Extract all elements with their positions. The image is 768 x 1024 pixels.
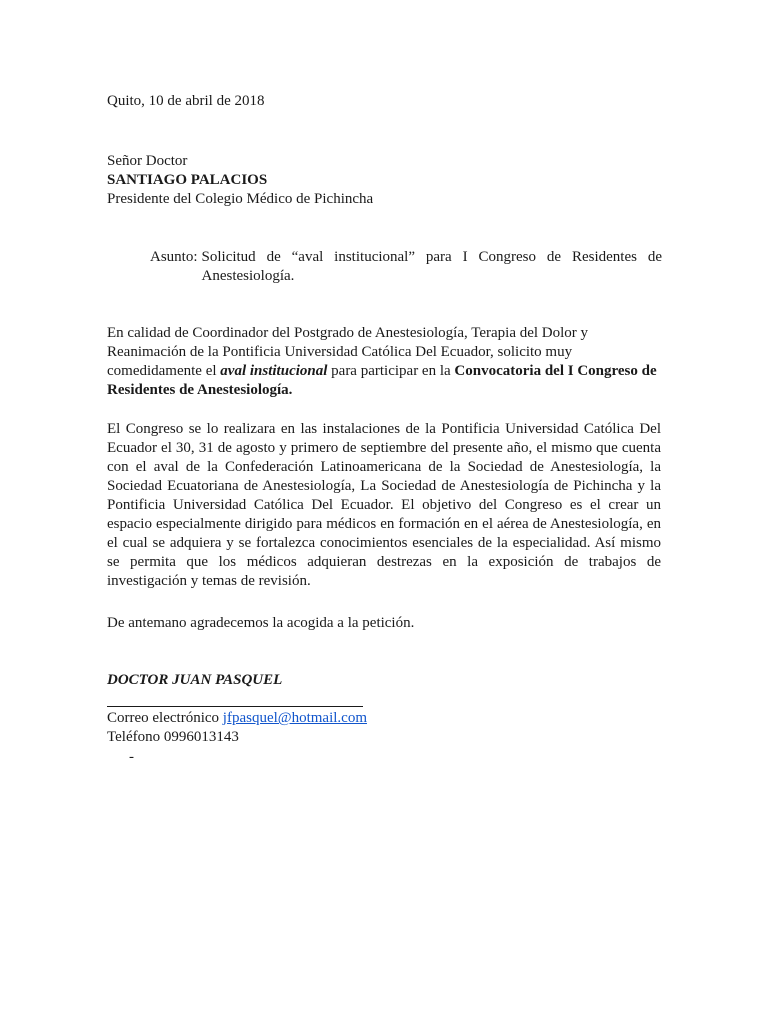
- paragraph-intro: [107, 324, 661, 400]
- paragraph-intro-line-2: Reanimación de la Pontificia Universidad Católica Del Ecuador, solicito muy: [107, 344, 573, 360]
- addressee-name: SANTIAGO PALACIOS: [107, 172, 268, 188]
- addressee-position: Presidente del Colegio Médico de Pichincha: [107, 191, 374, 207]
- paragraph-closing: De antemano agradecemos la acogida a la petición.: [107, 615, 415, 631]
- paragraph-intro-text-a: comedidamente el: [107, 363, 221, 379]
- subject-text: Solicitud de “aval institucional” para I Congreso de Residentes de Anestesiología.: [201, 249, 662, 284]
- contact-phone: Teléfono 0996013143: [107, 729, 239, 745]
- contact-block: [107, 709, 661, 747]
- paragraph-intro-line-1: En calidad de Coordinador del Postgrado de Anestesiología, Terapia del Dolor y: [107, 325, 589, 341]
- contact-email-line: [107, 709, 661, 728]
- convocatoria-title-part-1: Convocatoria del I Congreso de: [454, 363, 657, 379]
- aval-institucional-emphasis: aval institucional: [220, 363, 328, 379]
- addressee-salutation: Señor Doctor: [107, 153, 188, 169]
- email-link[interactable]: jfpasquel@hotmail.com: [222, 710, 367, 726]
- trailing-dash: -: [129, 749, 134, 765]
- email-label: Correo electrónico: [107, 710, 223, 726]
- convocatoria-title-part-2: Residentes de Anestesiología.: [107, 382, 293, 398]
- letter-date: Quito, 10 de abril de 2018: [107, 93, 265, 109]
- subject-block: [150, 248, 662, 286]
- signer-name: DOCTOR JUAN PASQUEL: [107, 672, 283, 688]
- paragraph-intro-text-b: para participar en la: [327, 363, 455, 379]
- addressee-block: [107, 152, 661, 209]
- signature-line: [107, 706, 363, 707]
- paragraph-intro-line-3: [107, 362, 661, 381]
- subject-label: Asunto:: [150, 249, 198, 265]
- paragraph-congress-details: El Congreso se lo realizara en las instalaciones de la Pontificia Universidad Católica Del Ecuador el 30, 31 de agosto y primero de septiembre del presente año, el mismo que cuenta con el aval de la Confederación Latinoamericana de la Sociedad de Anestesiología, la Sociedad Ecuatoriana de Anestesiología, La Sociedad de Anestesiología de Pichincha y la Pontificia Universidad Católica Del Ecuador. El objetivo del Congreso es el crear un espacio especialmente dirigido para médicos en formación en el aérea de Anestesiología, en el cual se adquiera y se fortalezca conocimientos esenciales de la especialidad. Así mismo se permita que los médicos adquieran destrezas en la exposición de trabajos de investigación y temas de revisión.: [107, 421, 661, 589]
